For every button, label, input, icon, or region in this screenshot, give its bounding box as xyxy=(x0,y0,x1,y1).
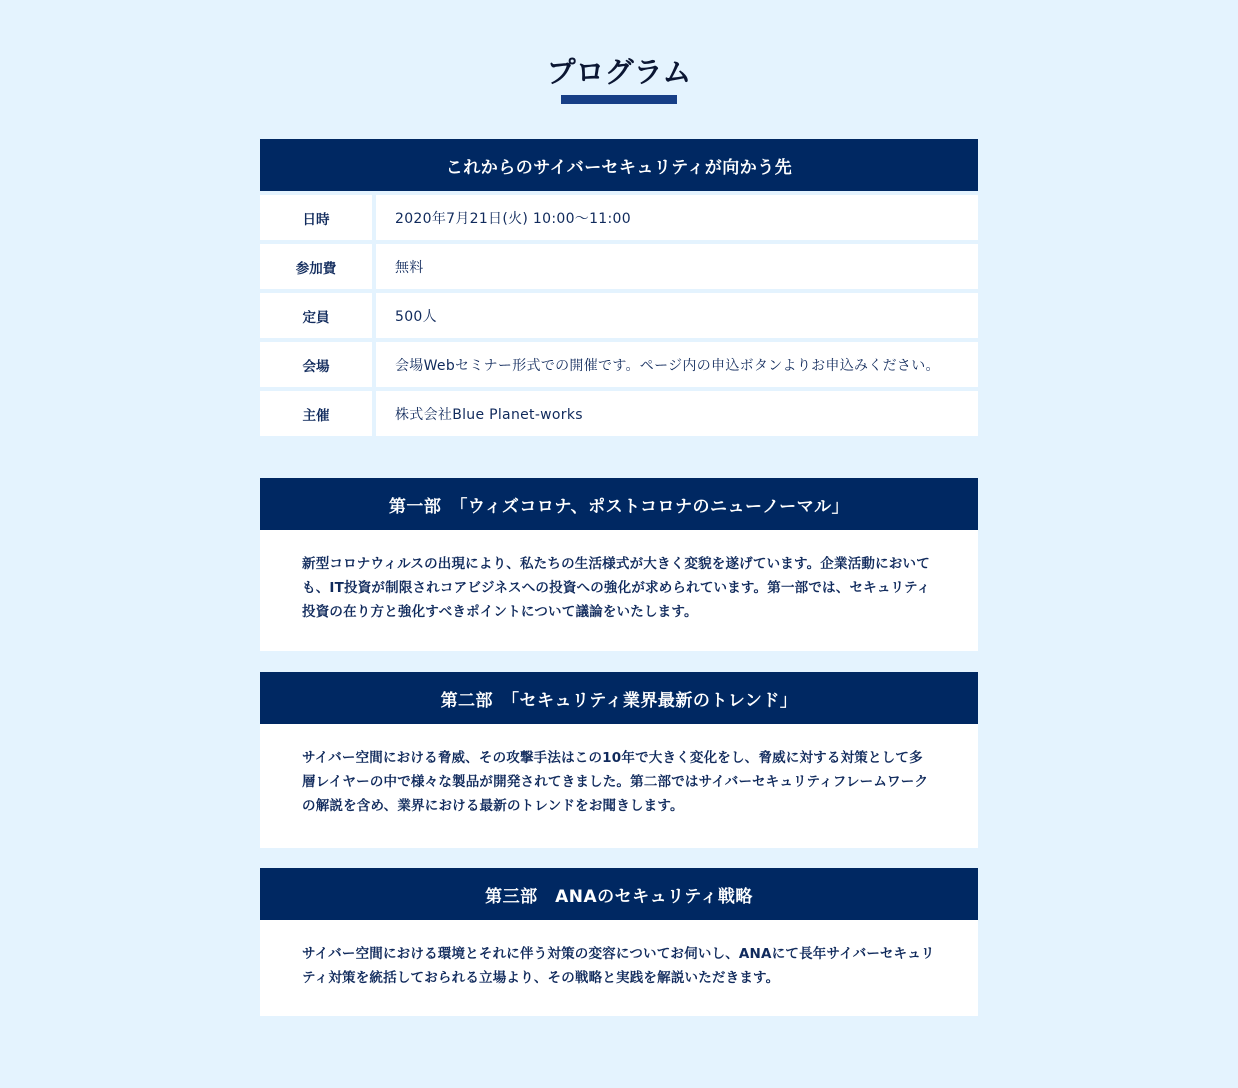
overview-section xyxy=(260,139,978,436)
info-row-capacity xyxy=(260,293,978,338)
page-title: プログラム xyxy=(546,55,692,89)
info-row-fee xyxy=(260,244,978,289)
info-value: 2020年7月21日(火) 10:00〜11:00 xyxy=(376,195,978,240)
info-row-date xyxy=(260,195,978,240)
part-2-section xyxy=(260,672,978,848)
part-description: サイバー空間における環境とそれに伴う対策の変容についてお伺いし、ANAにて長年サイバーセキュリティ対策を統括しておられる立場より、その戦略と実践を解説いただきます。 xyxy=(260,920,978,1016)
info-value: 500人 xyxy=(376,293,978,338)
info-value: 会場Webセミナー形式での開催です。ページ内の申込ボタンよりお申込みください。 xyxy=(376,342,978,387)
part-3-section xyxy=(260,868,978,1016)
info-label: 会場 xyxy=(260,342,372,387)
title-underline xyxy=(561,95,677,104)
part-1-section xyxy=(260,478,978,651)
info-label: 参加費 xyxy=(260,244,372,289)
info-row-venue xyxy=(260,342,978,387)
part-description: 新型コロナウィルスの出現により、私たちの生活様式が大きく変貌を遂げています。企業活動においても、IT投資が制限されコアビジネスへの投資への強化が求められています。第一部では、セキュリティ投資の在り方と強化すべきポイントについて議論をいたします。 xyxy=(260,530,978,651)
info-row-organizer xyxy=(260,391,978,436)
info-value: 株式会社Blue Planet-works xyxy=(376,391,978,436)
part-heading: 第三部 ANAのセキュリティ戦略 xyxy=(260,868,978,920)
part-heading: 第二部 「セキュリティ業界最新のトレンド」 xyxy=(260,672,978,724)
info-label: 定員 xyxy=(260,293,372,338)
info-label: 日時 xyxy=(260,195,372,240)
part-description: サイバー空間における脅威、その攻撃手法はこの10年で大きく変化をし、脅威に対する対策として多層レイヤーの中で様々な製品が開発されてきました。第二部ではサイバーセキュリティフレームワークの解説を含め、業界における最新のトレンドをお聞きします。 xyxy=(260,724,978,848)
overview-heading: これからのサイバーセキュリティが向かう先 xyxy=(260,139,978,191)
info-label: 主催 xyxy=(260,391,372,436)
part-heading: 第一部 「ウィズコロナ、ポストコロナのニューノーマル」 xyxy=(260,478,978,530)
info-value: 無料 xyxy=(376,244,978,289)
